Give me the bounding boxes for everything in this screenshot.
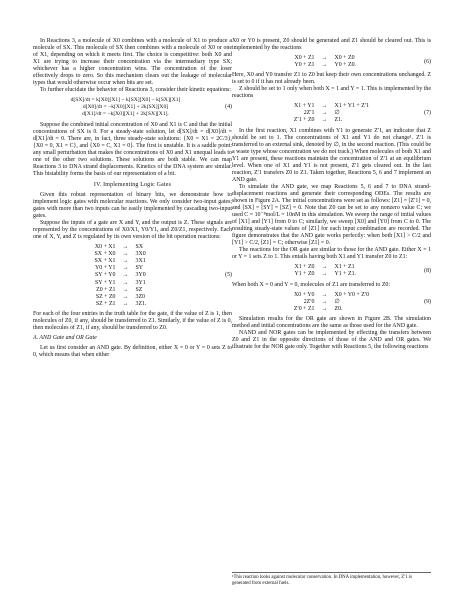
reaction-lhs: Z′1 + Z0: [293, 117, 315, 124]
reaction-arrow: →: [321, 271, 328, 278]
reaction-arrow: →: [122, 300, 129, 307]
paragraph: Z should be set to 1 only when both X = 1 and Y = 1. This is implemented by the reactions: [232, 86, 431, 100]
reaction-rhs: ∅: [334, 298, 340, 305]
reaction-rhs: X0 + Z0: [334, 55, 355, 62]
paragraph: When both X = 0 and Y = 0, molecules of Z1 are transferred to Z0:: [232, 281, 391, 288]
paragraph: Given this robust representation of binary bits, we demonstrate how to implement logic gates with molecular reactions. We only consider two-input gates; gates with more than two inputs can be easily implemented by cascading two-input gates.: [33, 191, 232, 220]
reaction-lhs: X1 + Y1: [294, 103, 315, 110]
reaction-arrow: →: [122, 279, 129, 286]
reaction-row: [275, 264, 375, 271]
reaction-lhs: SX + X1: [94, 258, 116, 265]
reaction-rhs: Z0.: [334, 305, 343, 312]
reaction-rhs: 3X0: [135, 251, 146, 258]
reaction-row: [275, 306, 375, 313]
paragraph: To further elucidate the behavior of Reactions 3, consider their kinetic equations:: [40, 87, 231, 94]
right-column: [232, 38, 431, 351]
reaction-rhs: SZ: [135, 286, 143, 293]
paragraph: Simulation results for the OR gate are shown in Figure 2B. The simulation method and initial concentrations are the same as those used for the AND gate.: [232, 315, 431, 329]
paragraph: Suppose the combined initial concentration of X0 and X1 is C and that the initial concentrations of SX is 0. For a steady-state solution, let d[SX]/dt = d[X0]/dt = d[X1]/dt = 0. There are, in fact, three steady-state solutions: {X0 = X1 = 2C/3}, {X0 = 0, X1 = C}, and {X0 = C, X1 = 0}. The first is unstable. It is a saddle point: any small perturbation that makes the concentrations of X0 and X1 unequal leads to one of the other two solutions. These solutions are both stable. We can map Reactions 3 to DNA strand displacements. Kinetics of the DNA system are similar. This bistability forms the basis of our representation of a bit.: [33, 121, 232, 177]
equation-number: (6): [424, 58, 431, 65]
ode-line: d[X1]/dt = −k[X0][X1] + 2k[SX][X1].: [82, 111, 169, 118]
reaction-row: [275, 103, 375, 110]
reaction-lhs: SY + Y1: [94, 279, 116, 286]
reaction-rhs: X1 + Y1 + Z′1: [334, 103, 370, 110]
reaction-rhs: X1 + Z1: [334, 264, 355, 271]
reaction-lhs: X0 + Y0: [294, 291, 315, 298]
reaction-row: [76, 272, 176, 279]
reaction-arrow: →: [321, 55, 328, 62]
reaction-arrow: →: [122, 272, 129, 279]
reaction-arrow: →: [321, 62, 328, 69]
paragraph: For each of the four entries in the truth table for the gate, if the value of Z is 1, then molecules of Z0, if any, should be transferred to Z1. Similarly, if the value of Z is 0, then molecules of Z1, if any, should be transferred to Z0.: [33, 310, 232, 331]
ode-line: d[SX]/dt = k[X0][X1] − k[SX][X0] − k[SX][X1]: [70, 97, 181, 104]
equation-6: [232, 55, 431, 69]
reaction-row: [275, 117, 375, 124]
reaction-lhs: Y0 + Z1: [294, 62, 315, 69]
reaction-lhs: SZ + Z0: [95, 293, 116, 300]
reaction-row: [275, 55, 375, 62]
reaction-rhs: Y0 + Z0.: [334, 62, 356, 69]
reaction-rhs: Z1.: [334, 117, 343, 124]
paragraph: NAND and NOR gates can be implemented by effecting the transfers between Z0 and Z1 in the opposite directions of those of the AND and OR gates. We illustrate for the NOR gate only. Together with Reactions 5, the following reactions: [232, 329, 431, 350]
equation-7: [232, 103, 431, 124]
reaction-lhs: Y1 + Z0: [294, 271, 315, 278]
reaction-lhs: X0 + Z1: [294, 55, 315, 62]
subsection-heading: A. AND Gate and OR Gate: [33, 334, 97, 341]
reaction-arrow: →: [122, 244, 129, 251]
equation-number: (8): [424, 267, 431, 274]
reaction-row: [275, 292, 375, 299]
reaction-lhs: Z′0 + Z1: [293, 305, 315, 312]
paragraph: Let us first consider an AND gate. By definition, either X = 0 or Y = 0 sets Z to 0, which means that when either: [33, 344, 232, 358]
left-column: [33, 38, 232, 359]
equation-8: [232, 264, 431, 278]
reaction-row: [76, 244, 176, 251]
reaction-row: [275, 271, 375, 278]
reaction-rhs: SY: [135, 265, 144, 272]
footnote: ¹This reaction looks against molecular conservation. In DNA implementation, however, Z′1 is generated from external fuels.: [232, 572, 431, 587]
equation-5: [33, 244, 232, 307]
reaction-lhs: 2Z′0: [303, 298, 315, 305]
ode-line: d[X0]/dt = −k[X0][X1] + 2k[SX][X0]: [82, 104, 169, 111]
reaction-arrow: →: [122, 258, 129, 265]
reaction-lhs: X1 + Z0: [294, 264, 315, 271]
reaction-row: [76, 251, 176, 258]
reaction-arrow: →: [321, 291, 328, 298]
reaction-arrow: →: [321, 110, 328, 117]
reaction-rhs: SX: [135, 244, 144, 251]
reaction-row: [76, 265, 176, 272]
reaction-lhs: SZ + Z1: [95, 300, 116, 307]
equation-4: [33, 97, 232, 118]
reaction-row: [76, 301, 176, 308]
equation-number: (7): [424, 110, 431, 117]
reaction-lhs: Y0 + Y1: [95, 265, 116, 272]
reaction-arrow: →: [122, 251, 129, 258]
equation-number: (4): [225, 104, 232, 111]
reaction-row: [76, 287, 176, 294]
reaction-rhs: 3Y0: [135, 272, 146, 279]
reaction-rhs: 3X1: [135, 258, 146, 265]
reaction-arrow: →: [321, 264, 328, 271]
reaction-lhs: SY + Y0: [94, 272, 116, 279]
paragraph: In Reactions 3, a molecule of X0 combines with a molecule of X1 to produce a molecule of SX. This molecule of SX then combines with a molecule of X0 or one of X1, depending on which it meets first. The choice is competitive: both X0 and X1 are trying to increase their concentration via the intermediary type SX; whichever has a higher concentration wins. The concentration of the loser effectively drops to zero. So this mechanism clears out the leakage of molecular types that would otherwise occur when bits are set.: [33, 38, 232, 87]
reaction-rhs: 3Z1.: [135, 300, 147, 307]
reaction-row: [76, 280, 176, 287]
paragraph: Suppose the inputs of a gate are X and Y, and the output is Z. These signals are represented by the concentrations of X0/X1, Y0/Y1, and Z0/Z1, respectively. Each one of X, Y, and Z is regulated by its own version of the bit operation reactions:: [33, 220, 232, 241]
paragraph: To simulate the AND gate, we map Reactions 5, 6 and 7 to DNA strand-displacement reactions and generate their corresponding ODEs. The results are shown in Figure 2A. The initial concentrations were set as follows: [Z1] = [Z′1] = 0, and [SX] = [SY] = [SZ] = 0. Note that Z0 can be set to any nonzero value C; we used C = 10⁻⁸mol/L = 10nM in this simulation. We sweep the range of initial values of [X1] and [Y1] from 0 to C; similarly, we sweep [X0] and [Y0] from C to 0. The resulting steady-state values of [Z1] for each input combination are recorded. The figure demonstrates that the AND gate works perfectly: when both [X1] > C/2 and [Y1] > C/2, [Z1] = C; otherwise [Z1] = 0.: [232, 183, 431, 247]
equation-number: (9): [424, 298, 431, 305]
paragraph: In the first reaction, X1 combines with Y1 to generate Z′1, an indicator that Z should be set to 1. The concentrations of X1 and Y1 do not change¹. Z′1 is transferred to an external sink, denoted by ∅, in the second reaction. (This could be a waste type whose concentration we do not track.) When molecules of both X1 and Y1 are present, these reactions maintain the concentration of Z′1 at an equilibrium level. When one of X1 and Y1 is not present, Z′1 gets cleared out. In the last reaction, Z′1 transfers Z0 to Z1. Taken together, Reactions 5, 6 and 7 implement an AND gate.: [232, 127, 431, 183]
equation-number: (5): [225, 272, 232, 279]
reaction-arrow: →: [122, 293, 129, 300]
reaction-lhs: Z0 + Z1: [96, 286, 116, 293]
reaction-row: [275, 299, 375, 306]
reaction-row: [76, 294, 176, 301]
section-heading: IV. Implementing Logic Gates: [93, 181, 172, 188]
paragraph: Here, X0 and Y0 transfer Z1 to Z0 but keep their own concentrations unchanged. Z is set to 0 if it has not already been.: [232, 72, 431, 86]
reaction-arrow: →: [321, 305, 328, 312]
paragraph: X0 or Y0 is present, Z0 should be generated and Z1 should be cleared out. This is implemented by the reactions: [232, 38, 431, 52]
reaction-rhs: 3Z0: [135, 293, 145, 300]
equation-9: [232, 292, 431, 313]
reaction-lhs: X0 + X1: [94, 244, 116, 251]
reaction-arrow: →: [321, 103, 328, 110]
reaction-rhs: X0 + Y0 + Z′0: [334, 291, 370, 298]
reaction-lhs: SX + X0: [94, 251, 116, 258]
reaction-rhs: ∅: [334, 110, 340, 117]
reaction-arrow: →: [321, 117, 328, 124]
reaction-lhs: 2Z′1: [303, 110, 315, 117]
reaction-row: [76, 258, 176, 265]
reaction-arrow: →: [122, 286, 129, 293]
reaction-arrow: →: [122, 265, 129, 272]
reaction-row: [275, 110, 375, 117]
paragraph: The reactions for the OR gate are similar to those for the AND gate. Either X = 1 or Y = 1 sets Z to 1. This entails having both X1 and Y1 transfer Z0 to Z1:: [232, 247, 431, 261]
reaction-rhs: Y1 + Z1.: [334, 271, 356, 278]
reaction-rhs: 3Y1: [135, 279, 146, 286]
reaction-arrow: →: [321, 298, 328, 305]
reaction-row: [275, 62, 375, 69]
